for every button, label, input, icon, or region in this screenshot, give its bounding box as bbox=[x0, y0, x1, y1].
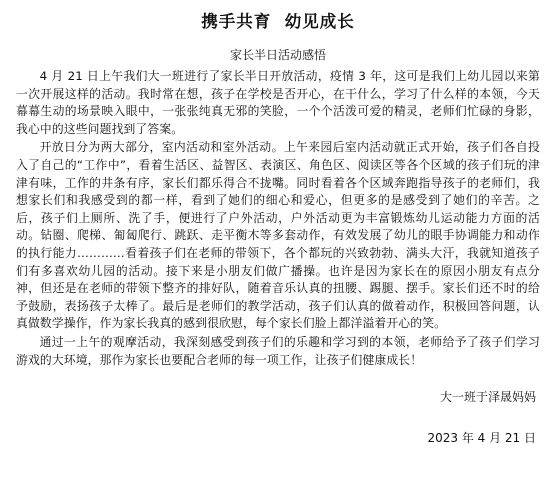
paragraph-activities: 开放日分为两大部分，室内活动和室外活动。上午来园后室内活动就正式开始，孩子们各自投入了自己的“工作中”，看着生活区、益智区、表演区、角色区、阅读区等各个区域的孩子们玩的津津有味，工作的井条有序，家长们都乐得合不拢嘴。同时看着各个区域奔跑指导孩子的老师们，我想家长们和我感受到的都一样，看到了她们的细心和爱心，但更多的是感受到了她们的辛苦。之后，孩子们上厕所、洗了手，便进行了户外活动，户外活动更为丰富锻炼幼儿运动能力方面的活动。钻圈、爬梯、匍匐爬行、跳跃、走平衡木等多套动作，有效发展了幼儿的眼手协调能力和动作的执行能力…………看着孩子们在老师的带领下，各个都玩的兴致勃勃、满头大汗，我就知道孩子们有多喜欢幼儿园的活动。接下来是小朋友们做广播操。也许是因为家长在的原因小朋友有点分神，但还是在老师的带领下整齐的排好队，随着音乐认真的扭腰、踢腿、摆手。家长们还不时的给予鼓励，表扬孩子太棒了。最后是老师们的教学活动，孩子们认真的做着动作，积极回答问题，认真做数学操作，作为家长我真的感到很欣慰，每个家长们脸上都洋溢着开心的笑。 bbox=[16, 140, 540, 331]
document-subtitle: 家长半日活动感悟 bbox=[229, 48, 326, 62]
signature: 大一班于泽晟妈妈 bbox=[439, 390, 536, 405]
document-date: 2023 年 4 月 21 日 bbox=[427, 431, 536, 446]
paragraph-intro: 4 月 21 日上午我们大一班进行了家长半日开放活动，疫情 3 年，这可是我们上幼儿园以来第一次开展这样的活动。我时常在想，孩子在学校是否开心，在干什么，学习了什么样的本领，今天幕幕生动的场景映入眼中，一张张纯真无邪的笑脸，一个个活泼可爱的精灵，老师们忙碌的身影，我心中的这些问题找到了答案。 bbox=[16, 69, 540, 136]
document-title: 携手共育 幼见成长 bbox=[201, 12, 355, 31]
paragraph-conclusion: 通过一上午的观摩活动，我深刻感受到孩子们的乐趣和学习到的本领，老师给予了孩子们学习游戏的大环境，那作为家长也要配合老师的每一项工作，让孩子们健康成长！ bbox=[16, 334, 540, 367]
